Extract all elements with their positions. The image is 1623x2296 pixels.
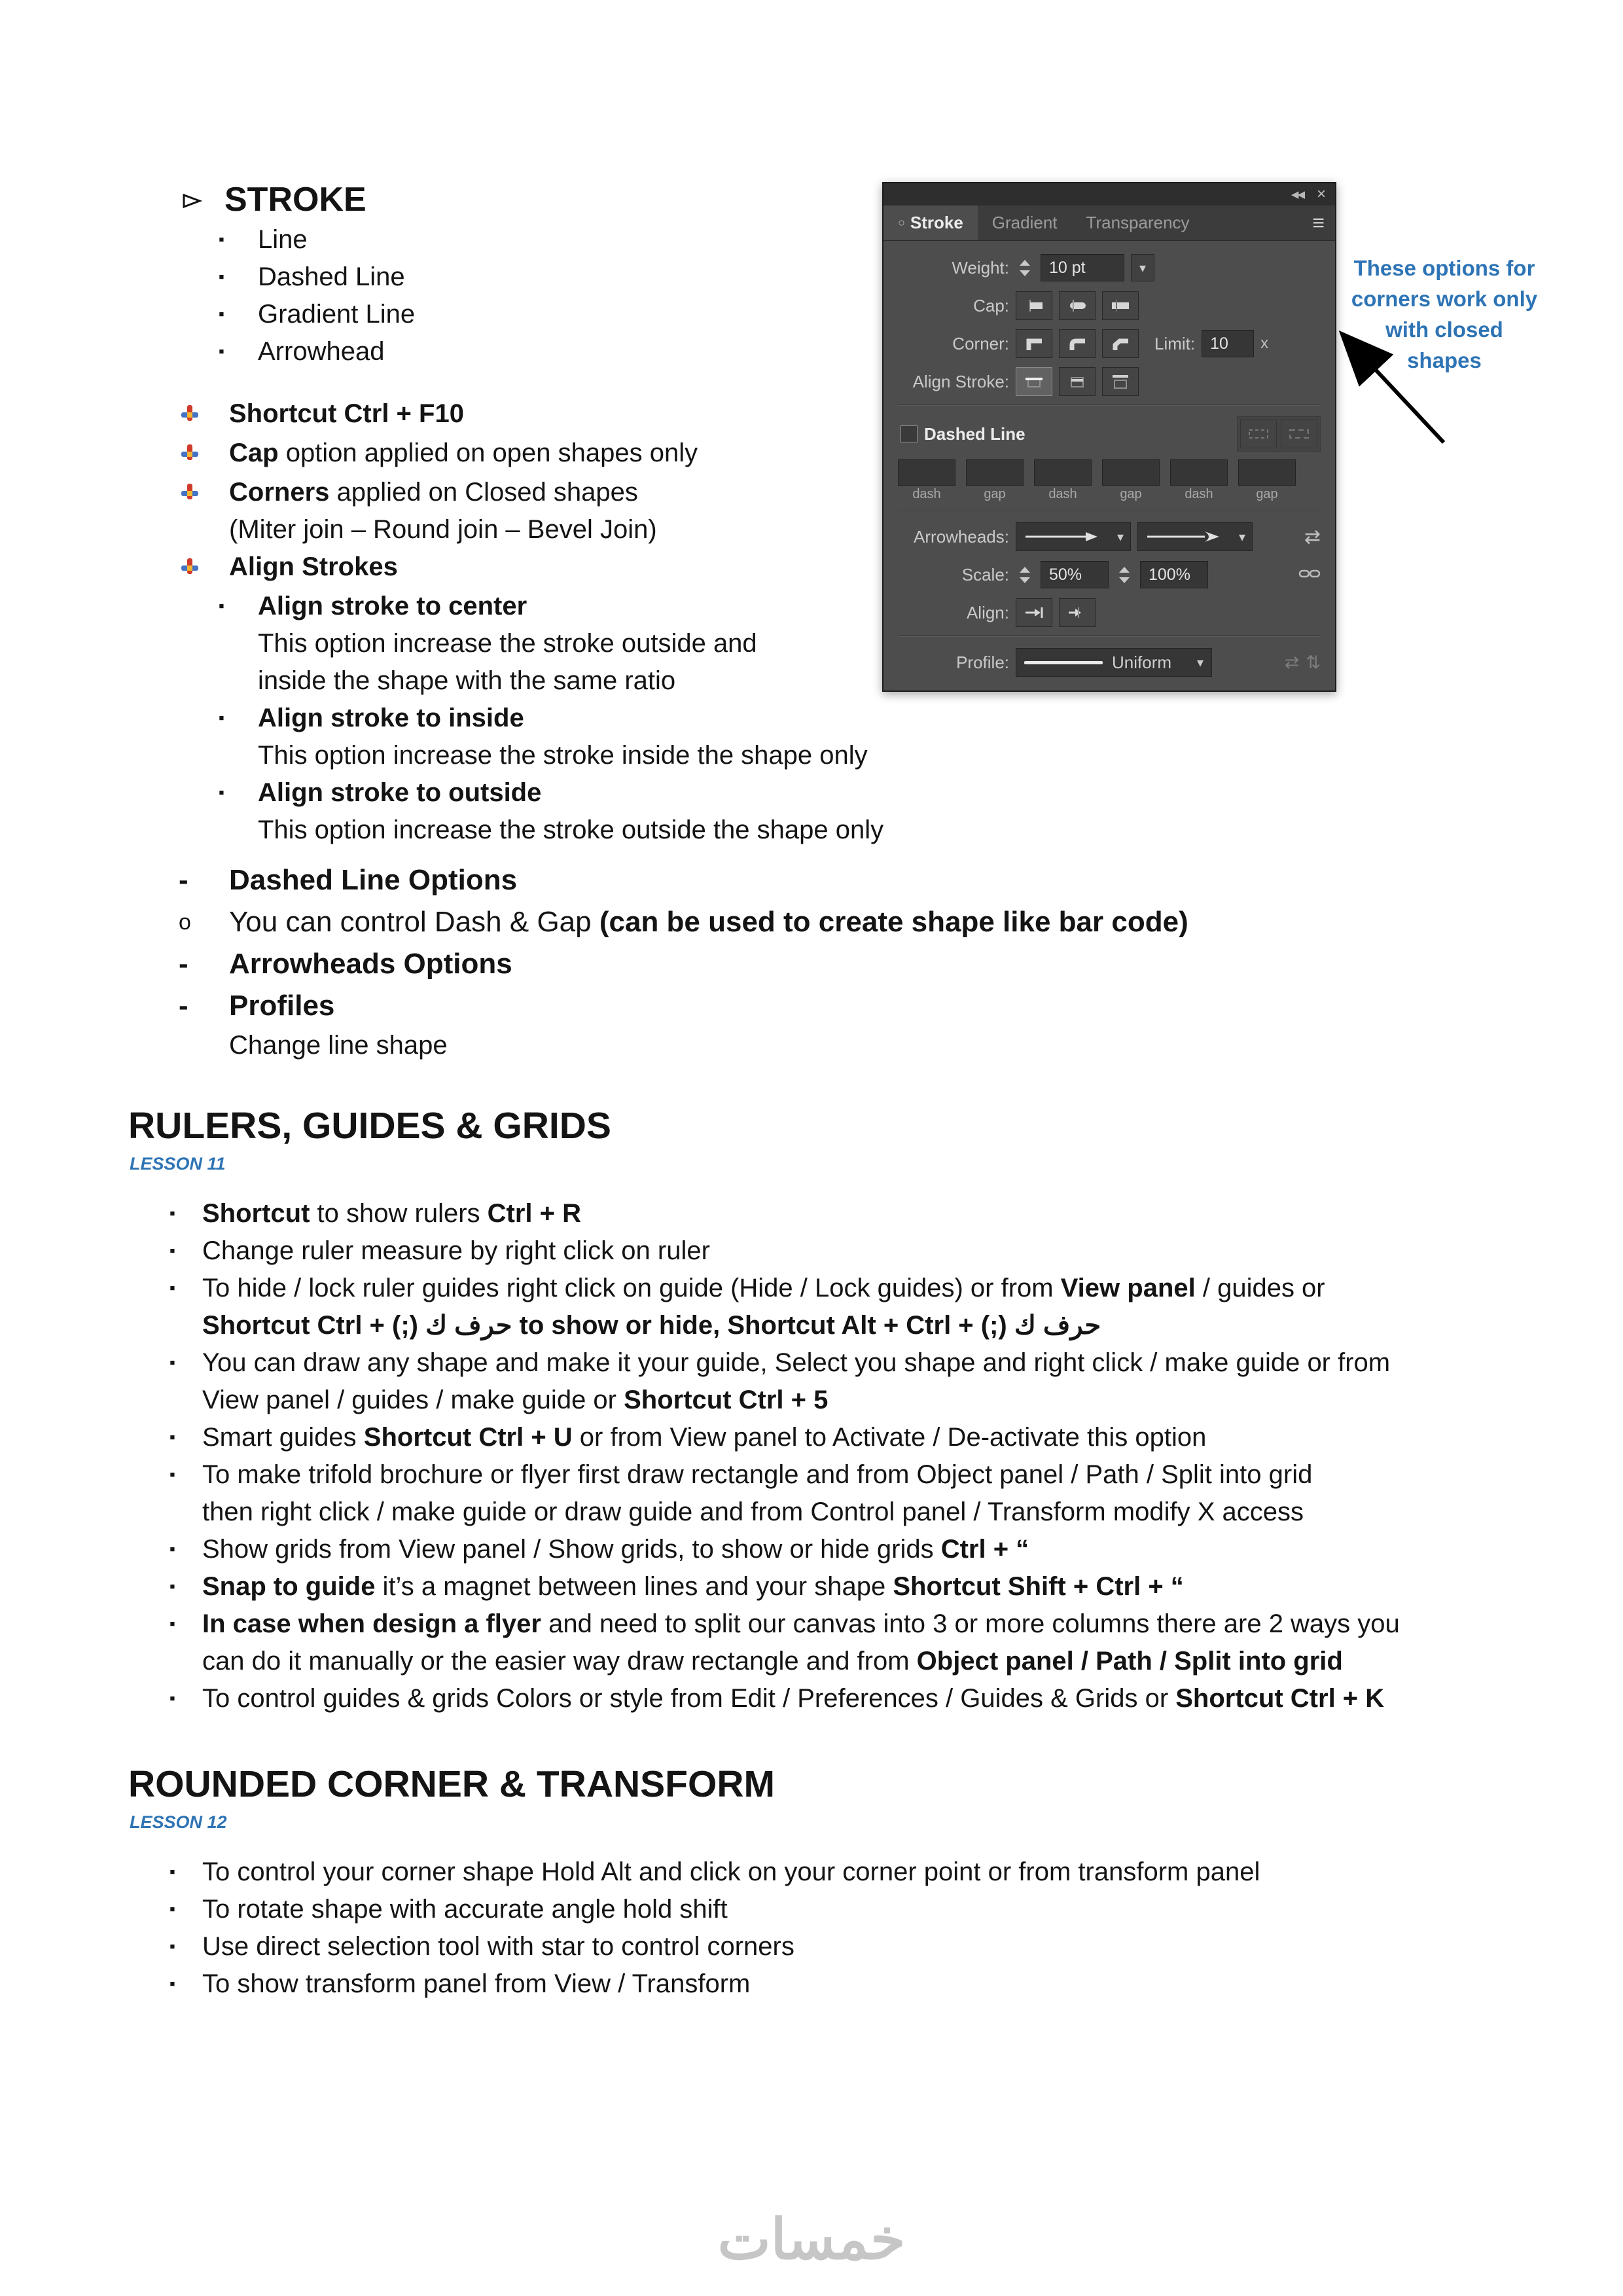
corner-bevel-button[interactable]	[1102, 329, 1139, 358]
corner-note-line: These options for	[1353, 256, 1535, 280]
chain-link-icon	[1298, 566, 1321, 581]
dash-gap-fields	[898, 459, 1321, 486]
list-item	[0, 901, 1623, 943]
corner-miter-button[interactable]	[1016, 329, 1052, 358]
square-bullet: ▪	[169, 1615, 175, 1633]
text-segment: Use direct selection tool with star to control corners	[202, 1932, 794, 1961]
text-segment: View panel / guides / make guide or	[202, 1386, 624, 1414]
text-segment: This option increase the stroke inside the shape only	[258, 741, 868, 770]
chevron-down-icon: ▾	[1196, 655, 1204, 670]
item-text	[229, 548, 398, 586]
text-segment: Shortcut Shift + Ctrl + “	[893, 1572, 1184, 1601]
panel-divider	[898, 404, 1321, 406]
flip-along-icon[interactable]: ⇄	[1284, 652, 1300, 672]
text-segment: Shortcut Ctrl + F10	[229, 399, 464, 428]
dash-bullet: -	[179, 990, 188, 1022]
align-label: Align:	[966, 602, 1009, 622]
align-stroke-outside-button[interactable]	[1102, 367, 1139, 396]
text-line	[202, 1419, 1206, 1456]
text-line	[202, 1195, 581, 1232]
text-segment: then right click / make guide or draw guide and from Control panel / Transform modify X access	[202, 1498, 1304, 1526]
item-text	[202, 1854, 1260, 1891]
panel-divider	[898, 510, 1321, 511]
text-line	[229, 435, 698, 472]
link-scale-icon[interactable]	[1298, 564, 1321, 586]
square-bullet: ▪	[169, 1689, 175, 1708]
text-segment: to show rulers	[310, 1199, 488, 1228]
text-segment: Dashed Line	[258, 262, 405, 291]
text-line	[202, 1232, 710, 1270]
text-segment: Shortcut Ctrl + U	[363, 1423, 573, 1452]
square-bullet: ▪	[169, 1354, 175, 1372]
text-line	[202, 1643, 1400, 1680]
square-bullet: ▪	[169, 1279, 175, 1297]
cap-butt-icon	[1024, 298, 1044, 313]
square-bullet: ▪	[169, 1242, 175, 1260]
dash-label: dash	[1185, 487, 1213, 501]
list-item	[0, 774, 1623, 849]
square-bullet: ▪	[219, 342, 224, 361]
dash-label: dash	[1048, 487, 1077, 501]
arrowhead-start-icon	[1023, 530, 1100, 543]
square-bullet: ▪	[169, 1900, 175, 1918]
text-line	[258, 700, 868, 737]
dash-options-group	[1237, 416, 1321, 452]
item-text	[258, 259, 405, 296]
list-item	[0, 1270, 1623, 1344]
panel-titlebar	[883, 183, 1335, 206]
item-text	[229, 985, 334, 1027]
text-segment: To make trifold brochure or flyer first draw rectangle and from Object panel / Path / Split into grid	[202, 1460, 1313, 1489]
scale-end-field[interactable]: 100%	[1140, 561, 1208, 588]
text-segment: Align stroke to inside	[258, 704, 524, 732]
square-bullet: ▪	[169, 1540, 175, 1558]
item-text	[202, 1270, 1325, 1344]
text-segment: Arrowheads Options	[229, 948, 512, 980]
text-line	[258, 588, 757, 625]
square-bullet: ▪	[219, 230, 224, 249]
arrowheads-label: Arrowheads:	[914, 526, 1009, 547]
scale-start-field[interactable]: 50%	[1041, 561, 1109, 588]
list-item	[0, 859, 1623, 901]
text-segment: and need to split our canvas into 3 or more columns there are 2 ways you	[541, 1609, 1400, 1638]
text-segment: inside the shape with the same ratio	[258, 666, 676, 695]
item-text	[258, 700, 868, 774]
text-line	[258, 259, 405, 296]
text-line	[202, 1456, 1312, 1494]
panel-body	[883, 241, 1335, 691]
square-bullet: ▪	[219, 709, 224, 727]
list-item	[0, 1928, 1623, 1965]
corner-round-button[interactable]	[1059, 329, 1096, 358]
cap-projecting-button[interactable]	[1102, 291, 1139, 320]
text-line	[202, 1965, 750, 2003]
text-line	[258, 625, 757, 662]
text-line	[202, 1382, 1390, 1419]
text-segment: To control your corner shape Hold Alt and click on your corner point or from transform panel	[202, 1857, 1260, 1886]
text-line	[202, 1344, 1390, 1382]
square-bullet: ▪	[219, 305, 224, 323]
text-segment: Ctrl + R	[487, 1199, 582, 1228]
lesson-12-label: LESSON 12	[130, 1812, 227, 1832]
item-text	[258, 588, 757, 700]
list-item	[0, 1419, 1623, 1456]
list-item	[0, 700, 1623, 774]
align-stroke-outside-icon	[1111, 374, 1130, 389]
square-bullet: ▪	[169, 1863, 175, 1881]
text-segment: (Miter join – Round join – Bevel Join)	[229, 515, 657, 544]
item-text	[229, 474, 657, 548]
text-line	[258, 774, 883, 812]
square-bullet: ▪	[219, 268, 224, 286]
text-line	[202, 1307, 1325, 1344]
text-segment: option applied on open shapes only	[278, 439, 698, 467]
list-item	[0, 1027, 1623, 1064]
item-text	[258, 333, 384, 370]
text-line	[258, 662, 757, 700]
list-item	[0, 1531, 1623, 1568]
corner-note-line: corners work only	[1351, 287, 1538, 311]
text-segment: View panel	[1060, 1274, 1196, 1302]
item-text	[258, 774, 883, 849]
text-line	[202, 1680, 1384, 1717]
weight-row	[898, 253, 1321, 283]
item-text	[202, 1605, 1400, 1680]
list-item	[0, 588, 1623, 700]
text-segment: To show transform panel from View / Transform	[202, 1969, 751, 1998]
text-segment: Align stroke to center	[258, 592, 527, 620]
list-item	[0, 1965, 1623, 2003]
text-segment: To hide / lock ruler guides right click on guide (Hide / Lock guides) or from	[202, 1274, 1061, 1302]
scale-label: Scale:	[961, 564, 1009, 584]
list-item	[0, 474, 1623, 548]
text-line	[258, 221, 308, 259]
text-segment: This option increase the stroke outside the shape only	[258, 816, 884, 844]
text-line	[258, 333, 384, 370]
arrowheads-row	[898, 522, 1321, 552]
cap-butt-button[interactable]	[1016, 291, 1052, 320]
colored-arrow-bullet-icon	[179, 474, 229, 513]
profile-row	[898, 647, 1321, 677]
item-text	[202, 1531, 1029, 1568]
dash-bullet: -	[179, 948, 188, 980]
arrowhead-end-icon	[1145, 530, 1222, 543]
arrow-to-bar-icon	[1024, 606, 1044, 619]
text-line	[229, 511, 657, 548]
text-line	[229, 943, 512, 985]
dash-align-button[interactable]	[1281, 420, 1317, 448]
dash-align-icon	[1289, 428, 1310, 440]
text-segment: You can control Dash & Gap	[229, 906, 599, 938]
list-item	[0, 1680, 1623, 1717]
align-stroke-center-icon	[1025, 374, 1043, 389]
flip-across-icon[interactable]: ⇅	[1306, 652, 1321, 672]
square-bullet: ▪	[169, 1937, 175, 1956]
cap-round-icon	[1067, 298, 1087, 313]
text-segment: Shortcut Ctrl + (;) حرف ك to show or hide, Shortcut Alt + Ctrl + (;) حرف ك	[202, 1311, 1101, 1340]
align-stroke-center-button[interactable]	[1016, 367, 1052, 396]
colored-arrow-bullet-icon	[179, 395, 229, 435]
weight-value-field[interactable]: 10 pt	[1041, 254, 1124, 281]
list-item	[0, 1891, 1623, 1928]
stroke-heading	[0, 178, 1623, 221]
panel-cycle-icon: ○	[898, 216, 905, 229]
gap-field-2[interactable]	[1102, 459, 1160, 486]
dashed-line-row	[898, 416, 1321, 452]
text-line	[202, 1270, 1325, 1307]
item-text	[229, 395, 464, 433]
corner-miter-icon	[1025, 336, 1043, 351]
text-segment: To control guides & grids Colors or style from Edit / Preferences / Guides & Grids or	[202, 1684, 1176, 1713]
align-stroke-row	[898, 367, 1321, 397]
text-line	[202, 1531, 1029, 1568]
annotation-arrow	[1329, 325, 1466, 456]
arrowhead-end-dropdown[interactable]	[1137, 522, 1253, 551]
text-segment: Line	[258, 225, 308, 254]
text-line	[229, 548, 398, 586]
text-segment: You can draw any shape and make it your guide, Select you shape and right click / make guide or from	[202, 1348, 1391, 1377]
item-text	[224, 178, 366, 221]
gap-label: gap	[984, 487, 1006, 501]
cap-row	[898, 291, 1321, 321]
close-panel-icon[interactable]: ×	[1316, 185, 1326, 203]
scale-row	[898, 560, 1321, 590]
chevron-down-icon: ▾	[1116, 529, 1124, 545]
align-stroke-inside-button[interactable]	[1059, 367, 1096, 396]
text-line	[229, 859, 517, 901]
dash-preserve-icon	[1248, 428, 1269, 440]
item-text	[202, 1680, 1384, 1717]
item-text	[229, 1027, 448, 1064]
cap-projecting-icon	[1111, 298, 1130, 313]
stroke-panel-screenshot	[882, 182, 1336, 692]
text-segment: Dashed Line Options	[229, 864, 518, 896]
text-line	[229, 985, 334, 1027]
text-segment: or from View panel to Activate / De-activate this option	[572, 1423, 1207, 1452]
panel-divider	[898, 636, 1321, 637]
arrowhead-start-dropdown[interactable]	[1016, 522, 1131, 551]
item-text	[202, 1456, 1312, 1531]
corner-round-icon	[1068, 336, 1086, 351]
limit-label: Limit:	[1154, 333, 1196, 353]
list-item	[0, 1195, 1623, 1232]
gap-field-3[interactable]	[1238, 459, 1296, 486]
dashed-line-label: Dashed Line	[924, 423, 1026, 444]
arrow-bullet	[181, 178, 224, 221]
text-segment: it’s a magnet between lines and your shape	[375, 1572, 893, 1601]
item-text	[229, 859, 517, 901]
text-segment: This option increase the stroke outside and	[258, 629, 757, 658]
square-bullet: ▪	[169, 1428, 175, 1446]
text-line	[229, 474, 657, 511]
item-text	[202, 1232, 710, 1270]
list-item	[0, 1456, 1623, 1531]
panel-tab-bar	[883, 206, 1335, 241]
text-line	[202, 1891, 728, 1928]
weight-dropdown-button[interactable]: ▾	[1131, 254, 1154, 281]
item-text	[202, 1419, 1206, 1456]
text-segment: / guides or	[1195, 1274, 1325, 1302]
arrowhead-align-row	[898, 598, 1321, 628]
square-bullet: ▪	[169, 1975, 175, 1993]
tab-stroke-label: Stroke	[910, 213, 963, 232]
circle-bullet: o	[179, 910, 191, 935]
text-line	[202, 1568, 1184, 1605]
align-stroke-label: Align Stroke:	[912, 371, 1009, 391]
tab-gradient[interactable]: Gradient	[991, 213, 1058, 232]
corner-note-line: shapes	[1407, 348, 1482, 372]
text-segment: Gradient Line	[258, 300, 416, 329]
text-segment: Show grids from View panel / Show grids, to show or hide grids	[202, 1535, 941, 1564]
text-segment: Align stroke to outside	[258, 778, 542, 807]
align-arrowhead-place-button[interactable]	[1059, 598, 1096, 627]
square-bullet: ▪	[169, 1465, 175, 1484]
dashed-line-checkbox[interactable]	[901, 425, 918, 442]
panel-menu-icon[interactable]: ≡	[1312, 211, 1325, 234]
text-line	[224, 178, 366, 221]
item-text	[202, 1195, 581, 1232]
scale-end-stepper[interactable]	[1115, 561, 1133, 588]
text-segment: To rotate shape with accurate angle hold shift	[202, 1895, 728, 1924]
item-text	[258, 296, 415, 333]
item-text	[229, 435, 698, 472]
text-segment: applied on Closed shapes	[329, 478, 638, 507]
text-segment: Change ruler measure by right click on ruler	[202, 1236, 710, 1265]
item-text	[202, 1891, 728, 1928]
corner-note-line: with closed	[1385, 317, 1503, 342]
section-heading-rulers: RULERS, GUIDES & GRIDS	[128, 1105, 611, 1147]
align-arrowhead-extend-button[interactable]	[1016, 598, 1052, 627]
chevron-down-icon: ▾	[1238, 529, 1245, 545]
cap-label: Cap:	[973, 295, 1009, 315]
list-item	[0, 548, 1623, 588]
text-segment: Ctrl + “	[940, 1535, 1029, 1564]
square-bullet: ▪	[219, 597, 224, 615]
text-line	[258, 812, 883, 849]
item-text	[229, 943, 512, 985]
text-segment: Object panel / Path / Split into grid	[916, 1647, 1343, 1676]
dash-field-3[interactable]	[1170, 459, 1228, 486]
tab-stroke[interactable]	[883, 206, 978, 240]
corner-bevel-icon	[1111, 336, 1130, 351]
text-segment: Profiles	[229, 990, 335, 1022]
item-text	[202, 1928, 794, 1965]
limit-suffix: x	[1260, 334, 1269, 352]
list-item	[0, 1232, 1623, 1270]
colored-arrow-bullet-icon	[179, 435, 229, 474]
square-bullet: ▪	[219, 783, 224, 802]
align-stroke-inside-icon	[1068, 374, 1086, 389]
gap-field-1[interactable]	[966, 459, 1024, 486]
text-segment: STROKE	[224, 181, 366, 219]
list-item	[0, 1344, 1623, 1419]
colored-arrow-bullet-icon	[179, 548, 229, 588]
list-item	[0, 1605, 1623, 1680]
limit-field[interactable]: 10	[1202, 330, 1254, 357]
text-segment: Change line shape	[229, 1031, 448, 1060]
text-segment: Arrowhead	[258, 337, 385, 366]
dash-preserve-button[interactable]	[1240, 420, 1277, 448]
item-text	[202, 1965, 750, 2003]
uniform-profile-swatch	[1024, 661, 1103, 664]
text-segment: Corners	[229, 478, 330, 507]
item-text	[202, 1568, 1184, 1605]
text-segment: Shortcut Ctrl + K	[1175, 1684, 1385, 1713]
dash-gap-labels	[898, 487, 1321, 502]
text-line	[202, 1928, 794, 1965]
item-text	[258, 221, 308, 259]
text-line	[258, 737, 868, 774]
square-bullet: ▪	[169, 1204, 175, 1223]
profile-dropdown[interactable]	[1016, 648, 1212, 677]
section-heading-rounded: ROUNDED CORNER & TRANSFORM	[128, 1763, 775, 1805]
text-segment: Align Strokes	[229, 552, 398, 581]
text-segment: (can be used to create shape like bar code)	[599, 906, 1188, 938]
text-segment: Shortcut Ctrl + 5	[624, 1386, 829, 1414]
list-item	[0, 985, 1623, 1027]
text-segment: can do it manually or the easier way draw rectangle and from	[202, 1647, 917, 1676]
text-segment: In case when design a flyer	[202, 1609, 541, 1638]
weight-stepper[interactable]	[1016, 254, 1034, 281]
weight-label: Weight:	[952, 257, 1009, 278]
dash-field-2[interactable]	[1034, 459, 1092, 486]
arrow-past-bar-icon	[1067, 606, 1087, 619]
list-item	[0, 943, 1623, 985]
text-line	[202, 1605, 1400, 1643]
text-segment: Cap	[229, 439, 279, 467]
text-line	[229, 1027, 448, 1064]
scale-start-stepper[interactable]	[1016, 561, 1034, 588]
text-line	[202, 1854, 1260, 1891]
gap-label: gap	[1120, 487, 1142, 501]
text-line	[229, 901, 1188, 943]
list-item	[0, 1854, 1623, 1891]
corner-label: Corner:	[952, 333, 1009, 353]
dash-bullet: -	[179, 864, 188, 896]
lesson-11-label: LESSON 11	[130, 1154, 226, 1174]
collapse-panel-icon[interactable]: ◀◀	[1291, 189, 1304, 200]
khamsat-watermark: خمسات	[717, 2208, 906, 2271]
corner-row	[898, 329, 1321, 359]
dash-field-1[interactable]	[898, 459, 955, 486]
profile-value: Uniform	[1112, 652, 1172, 672]
text-segment: Smart guides	[202, 1423, 364, 1452]
item-text	[202, 1344, 1390, 1419]
gap-label: gap	[1256, 487, 1278, 501]
square-bullet: ▪	[169, 1577, 175, 1596]
dash-label: dash	[912, 487, 941, 501]
text-line	[229, 395, 464, 433]
item-text	[229, 901, 1188, 943]
text-segment: Snap to guide	[202, 1572, 376, 1601]
cap-round-button[interactable]	[1059, 291, 1096, 320]
profile-label: Profile:	[956, 652, 1009, 672]
text-line	[202, 1494, 1312, 1531]
swap-arrowheads-icon[interactable]: ⇄	[1304, 526, 1321, 548]
text-segment: Shortcut	[202, 1199, 310, 1228]
tab-transparency[interactable]: Transparency	[1086, 213, 1190, 232]
list-item	[0, 1568, 1623, 1605]
text-line	[258, 296, 415, 333]
